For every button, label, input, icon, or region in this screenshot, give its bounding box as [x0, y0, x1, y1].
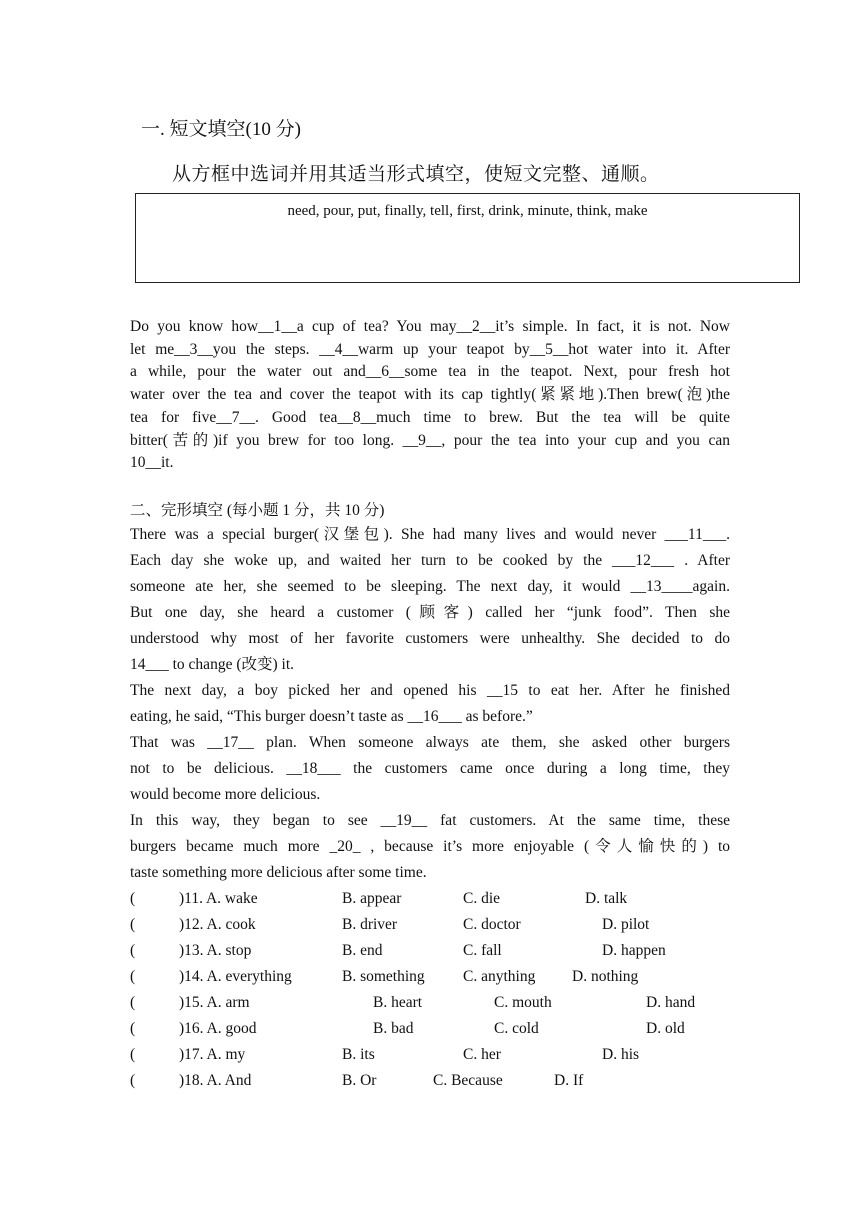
- passage-line: let me__3__you the steps. __4__warm up your teapot by__5__hot water into it. After: [130, 340, 730, 358]
- word-box: [135, 193, 800, 283]
- option-c: C. fall: [463, 942, 502, 959]
- option-b: B. end: [342, 942, 383, 959]
- option-d: D. happen: [602, 942, 666, 959]
- passage-line: 14___ to change (改变) it.: [130, 656, 295, 673]
- question-paren: (: [130, 916, 136, 933]
- passage-line: 10__it.: [130, 454, 174, 472]
- option-c: C. Because: [433, 1072, 503, 1089]
- question-paren: (: [130, 994, 136, 1011]
- question-paren: (: [130, 942, 136, 959]
- option-c: C. anything: [463, 968, 536, 985]
- option-d: D. his: [602, 1046, 640, 1063]
- section2-title: 二、完形填空 (每小题 1 分，共 10 分): [130, 502, 385, 519]
- option-d: D. talk: [585, 890, 628, 907]
- question-paren: (: [130, 890, 136, 907]
- question-paren: (: [130, 1046, 136, 1063]
- option-c: C. doctor: [463, 916, 521, 933]
- passage-line: bitter(苦的)if you brew for too long. __9__, pour the tea into your cup and you can: [130, 431, 730, 449]
- section1-title: 一. 短文填空(10 分): [141, 119, 301, 140]
- option-c: C. her: [463, 1046, 501, 1063]
- question-paren: (: [130, 1020, 136, 1037]
- passage-line: taste something more delicious after some time.: [130, 864, 427, 881]
- option-d: D. pilot: [602, 916, 650, 933]
- option-c: C. die: [463, 890, 501, 907]
- passage-line: a while, pour the water out and__6__some tea in the teapot. Next, pour fresh hot: [130, 363, 730, 381]
- question-paren: (: [130, 1072, 136, 1089]
- passage-line: burgers became much more _20_ , because it’s more enjoyable (令人愉快的) to: [130, 838, 730, 855]
- word-box-text: need, pour, put, finally, tell, first, drink, minute, think, make: [287, 203, 648, 219]
- passage-line: tea for five__7__. Good tea__8__much time to brew. But the tea will be quite: [130, 408, 730, 426]
- passage-line: eating, he said, “This burger doesn’t taste as __16___ as before.”: [130, 708, 533, 725]
- question-paren: (: [130, 968, 136, 985]
- passage-line: That was __17__ plan. When someone always ate them, she asked other burgers: [130, 734, 730, 751]
- option-b: B. its: [342, 1046, 375, 1063]
- option-b: B. Or: [342, 1072, 377, 1089]
- option-b: B. appear: [342, 890, 402, 907]
- option-a: )16. A. good: [179, 1020, 257, 1037]
- passage-line: water over the tea and cover the teapot with its cap tightly(紧紧地).Then brew(泡)the: [130, 386, 730, 404]
- option-b: B. bad: [373, 1020, 414, 1037]
- option-d: D. nothing: [572, 968, 639, 985]
- passage-line: Each day she woke up, and waited her turn to be cooked by the ___12___ . After: [130, 552, 730, 569]
- option-d: D. old: [646, 1020, 685, 1037]
- option-b: B. driver: [342, 916, 398, 933]
- passage-line: The next day, a boy picked her and opened his __15 to eat her. After he finished: [130, 682, 730, 699]
- passage-line: would become more delicious.: [130, 786, 321, 803]
- passage-line: There was a special burger(汉堡包). She had many lives and would never ___11___.: [130, 526, 730, 543]
- passage-line: Do you know how__1__a cup of tea? You may__2__it’s simple. In fact, it is not. Now: [130, 318, 730, 335]
- option-b: B. something: [342, 968, 425, 985]
- option-d: D. If: [554, 1072, 584, 1089]
- passage-line: understood why most of her favorite customers were unhealthy. She decided to do: [130, 630, 730, 647]
- option-a: )13. A. stop: [179, 942, 252, 959]
- option-c: C. cold: [494, 1020, 539, 1037]
- option-c: C. mouth: [494, 994, 552, 1011]
- passage-line: But one day, she heard a customer (顾客) called her “junk food”. Then she: [130, 604, 730, 621]
- passage-line: not to be delicious. __18___ the customers came once during a long time, they: [130, 760, 730, 777]
- section1-instruction: 从方框中选词并用其适当形式填空，使短文完整、通顺。: [172, 164, 660, 185]
- option-a: )11. A. wake: [179, 890, 258, 907]
- passage-line: In this way, they began to see __19__ fat customers. At the same time, these: [130, 812, 730, 829]
- option-a: )12. A. cook: [179, 916, 256, 933]
- passage-line: someone ate her, she seemed to be sleeping. The next day, it would __13____again.: [130, 578, 730, 595]
- option-a: )17. A. my: [179, 1046, 246, 1063]
- option-a: )14. A. everything: [179, 968, 292, 985]
- option-b: B. heart: [373, 994, 423, 1011]
- option-a: )18. A. And: [179, 1072, 252, 1089]
- option-a: )15. A. arm: [179, 994, 250, 1011]
- option-d: D. hand: [646, 994, 696, 1011]
